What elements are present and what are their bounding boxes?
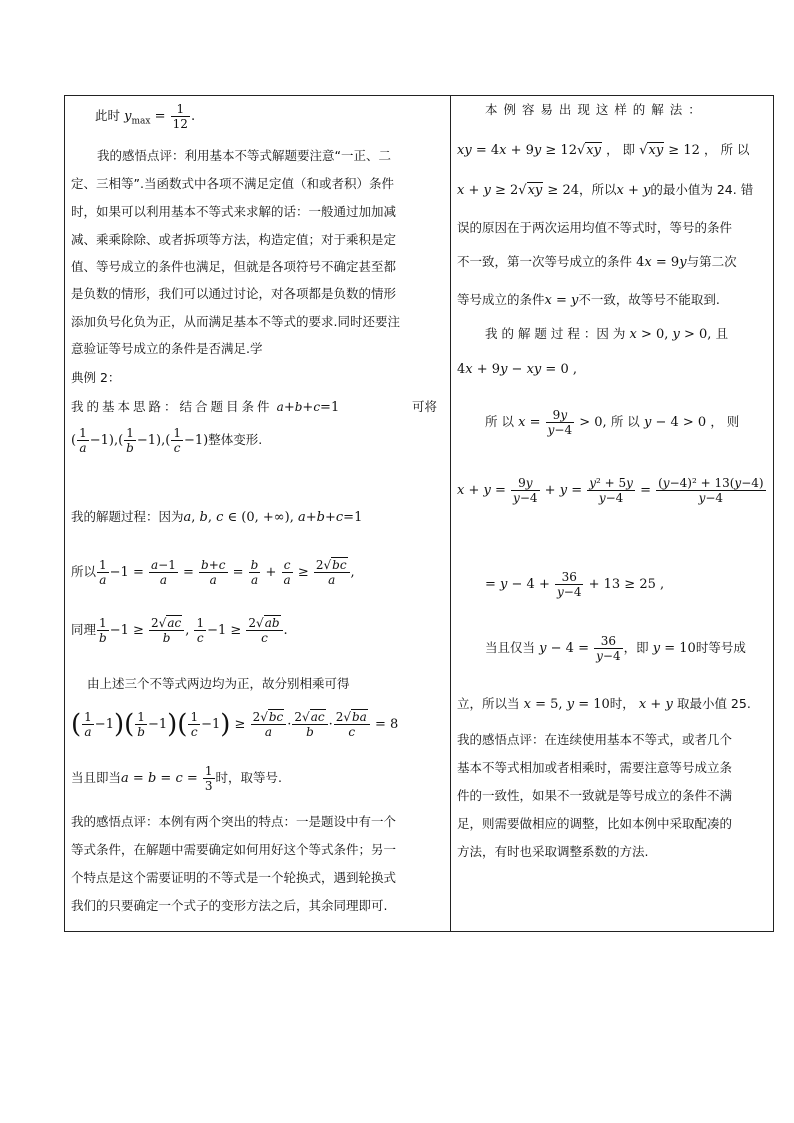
comment-line-7: 添加负号化负为正，从而满足基本不等式的要求.同时还要注 (71, 314, 400, 329)
left-cell (65, 96, 450, 931)
comment3-line-3: 件的一致性，如果不一致就是等号成立的条件不满 (457, 788, 733, 803)
wrong-step-1: xy = 4x + 9y ≥ 12√xy ， 即 √xy ≥ 12 ， 所 以 (457, 142, 750, 158)
comment-line-3: 时，如果可以利用基本不等式来求解的话：一般通过加加减 (71, 204, 397, 219)
error-reason-3: 等号成立的条件x = y不一致，故等号不能取到. (457, 292, 720, 308)
solution-start: 我的解题过程：因为a, b, c ∈ (0, +∞), a+b+c=1 (71, 509, 363, 525)
comment-line-2: 定、三相等”.当函数式中各项不满足定值（和或者积）条件 (71, 176, 394, 191)
product-inequality: ( $\frac{1}{a}$ −1)( $\frac{1}{b}$ −1)( $\frac{1}{c}$ −1) ≥ $\frac{2√bc}{a}$ · $\frac{2√ac}{b}$ · $\frac{2√ba}{c}$ = 8 (71, 709, 399, 740)
comment3-line-2: 基本不等式相加或者相乘时，需要注意等号成立条 (457, 760, 733, 775)
sum-simplified: = y − 4 + $\frac{36}{y-4}$ + 13 ≥ 25 , (485, 570, 665, 599)
error-reason-2: 不一致，第一次等号成立的条件 4x = 9y与第二次 (457, 254, 737, 270)
comment3-line-5: 方法，有时也采取调整系数的方法. (457, 844, 649, 859)
content-table (64, 95, 774, 932)
comment2-line-4: 我们的只要确定一个式子的变形方法之后，其余同理即可. (71, 898, 388, 913)
comment3-line-4: 足，则需要做相应的调整，比如本例中采取配凑的 (457, 816, 733, 831)
comment-line-6: 是负数的情形，我们可以通过讨论，对各项都是负数的情形 (71, 286, 397, 301)
comment-line-8: 意验证等号成立的条件是否满足.学 (71, 341, 263, 356)
my-solution-start: 我 的 解 题 过 程 ：因 为 x > 0, y > 0, 且 (485, 326, 729, 342)
step-1: 所以 $\frac{1}{a}$ −1 = $\frac{a-1}{a}$ = $\frac{b+c}{a}$ = $\frac{b}{a}$ + $\frac{c}{a}$ ≥ $\frac{2√bc}{a}$ , (71, 558, 355, 587)
comment3-line-1: 我的感悟点评：在连续使用基本不等式，或者几个 (457, 732, 733, 747)
multiply-note: 由上述三个不等式两边均为正，故分别相乘可得 (87, 676, 350, 691)
comment2-line-2: 等式条件，在解题中需要确定如何用好这个等式条件；另一 (71, 842, 397, 857)
given-equation: 4x + 9y − xy = 0 , (457, 362, 577, 377)
basic-idea-line: 我的基本思路：结合题目条件 a+b+c=1 可将 (71, 399, 437, 415)
example-heading: 典例 2： (71, 370, 121, 385)
error-reason-1: 误的原因在于两次运用均值不等式时，等号的条件 (457, 220, 733, 235)
line-ymax: 此时 $y_{max}$ = $\frac{1}{12}$ . (95, 102, 196, 131)
wrong-method-intro: 本 例 容 易 出 现 这 样 的 解 法 ： (485, 102, 702, 117)
comment-line-4: 减、乘乘除除、或者拆项等方法，构造定值；对于乘积是定 (71, 232, 397, 247)
comment-line-1: 我的感悟点评：利用基本不等式解题要注意“一正、二 (97, 148, 391, 163)
step-2: 同理 $\frac{1}{b}$ −1 ≥ $\frac{2√ac}{b}$ , $\frac{1}{c}$ −1 ≥ $\frac{2√ab}{c}$ . (71, 616, 288, 645)
comment-line-5: 值、等号成立的条件也满足，但就是各项符号不确定甚至都 (71, 259, 397, 274)
right-cell (451, 96, 773, 931)
sum-expression: x + y = $\frac{9y}{y-4}$ + y = $\frac{\text{y² + 5y}}{y-4}$ = $\frac{\text{(y−4)² + 13(y−4)}}{y-4}$ (457, 476, 764, 505)
solve-x: 所 以 x = $\frac{9y}{y-4}$ > 0, 所 以 y − 4 > 0 ， 则 (485, 408, 740, 437)
equality-case: 当且仅当 y − 4 = $\frac{36}{y-4}$ ，即 y = 10时等号成 (485, 634, 746, 663)
wrong-step-2: x + y ≥ 2√xy ≥ 24，所以x + y的最小值为 24. 错 (457, 182, 754, 198)
comment2-line-3: 个特点是这个需要证明的不等式是一个轮换式，遇到轮换式 (71, 870, 397, 885)
transform-expression: ( $\frac{1}{a}$ −1),( $\frac{1}{b}$ −1),( $\frac{1}{c}$ −1)整体变形. (71, 426, 263, 455)
comment2-line-1: 我的感悟点评：本例有两个突出的特点：一是题设中有一个 (71, 814, 397, 829)
final-answer: 立，所以当 x = 5, y = 10时， x + y 取最小值 25. (457, 696, 751, 712)
equality-condition: 当且即当a = b = c = $\frac{1}{3}$ 时，取等号. (71, 764, 283, 793)
